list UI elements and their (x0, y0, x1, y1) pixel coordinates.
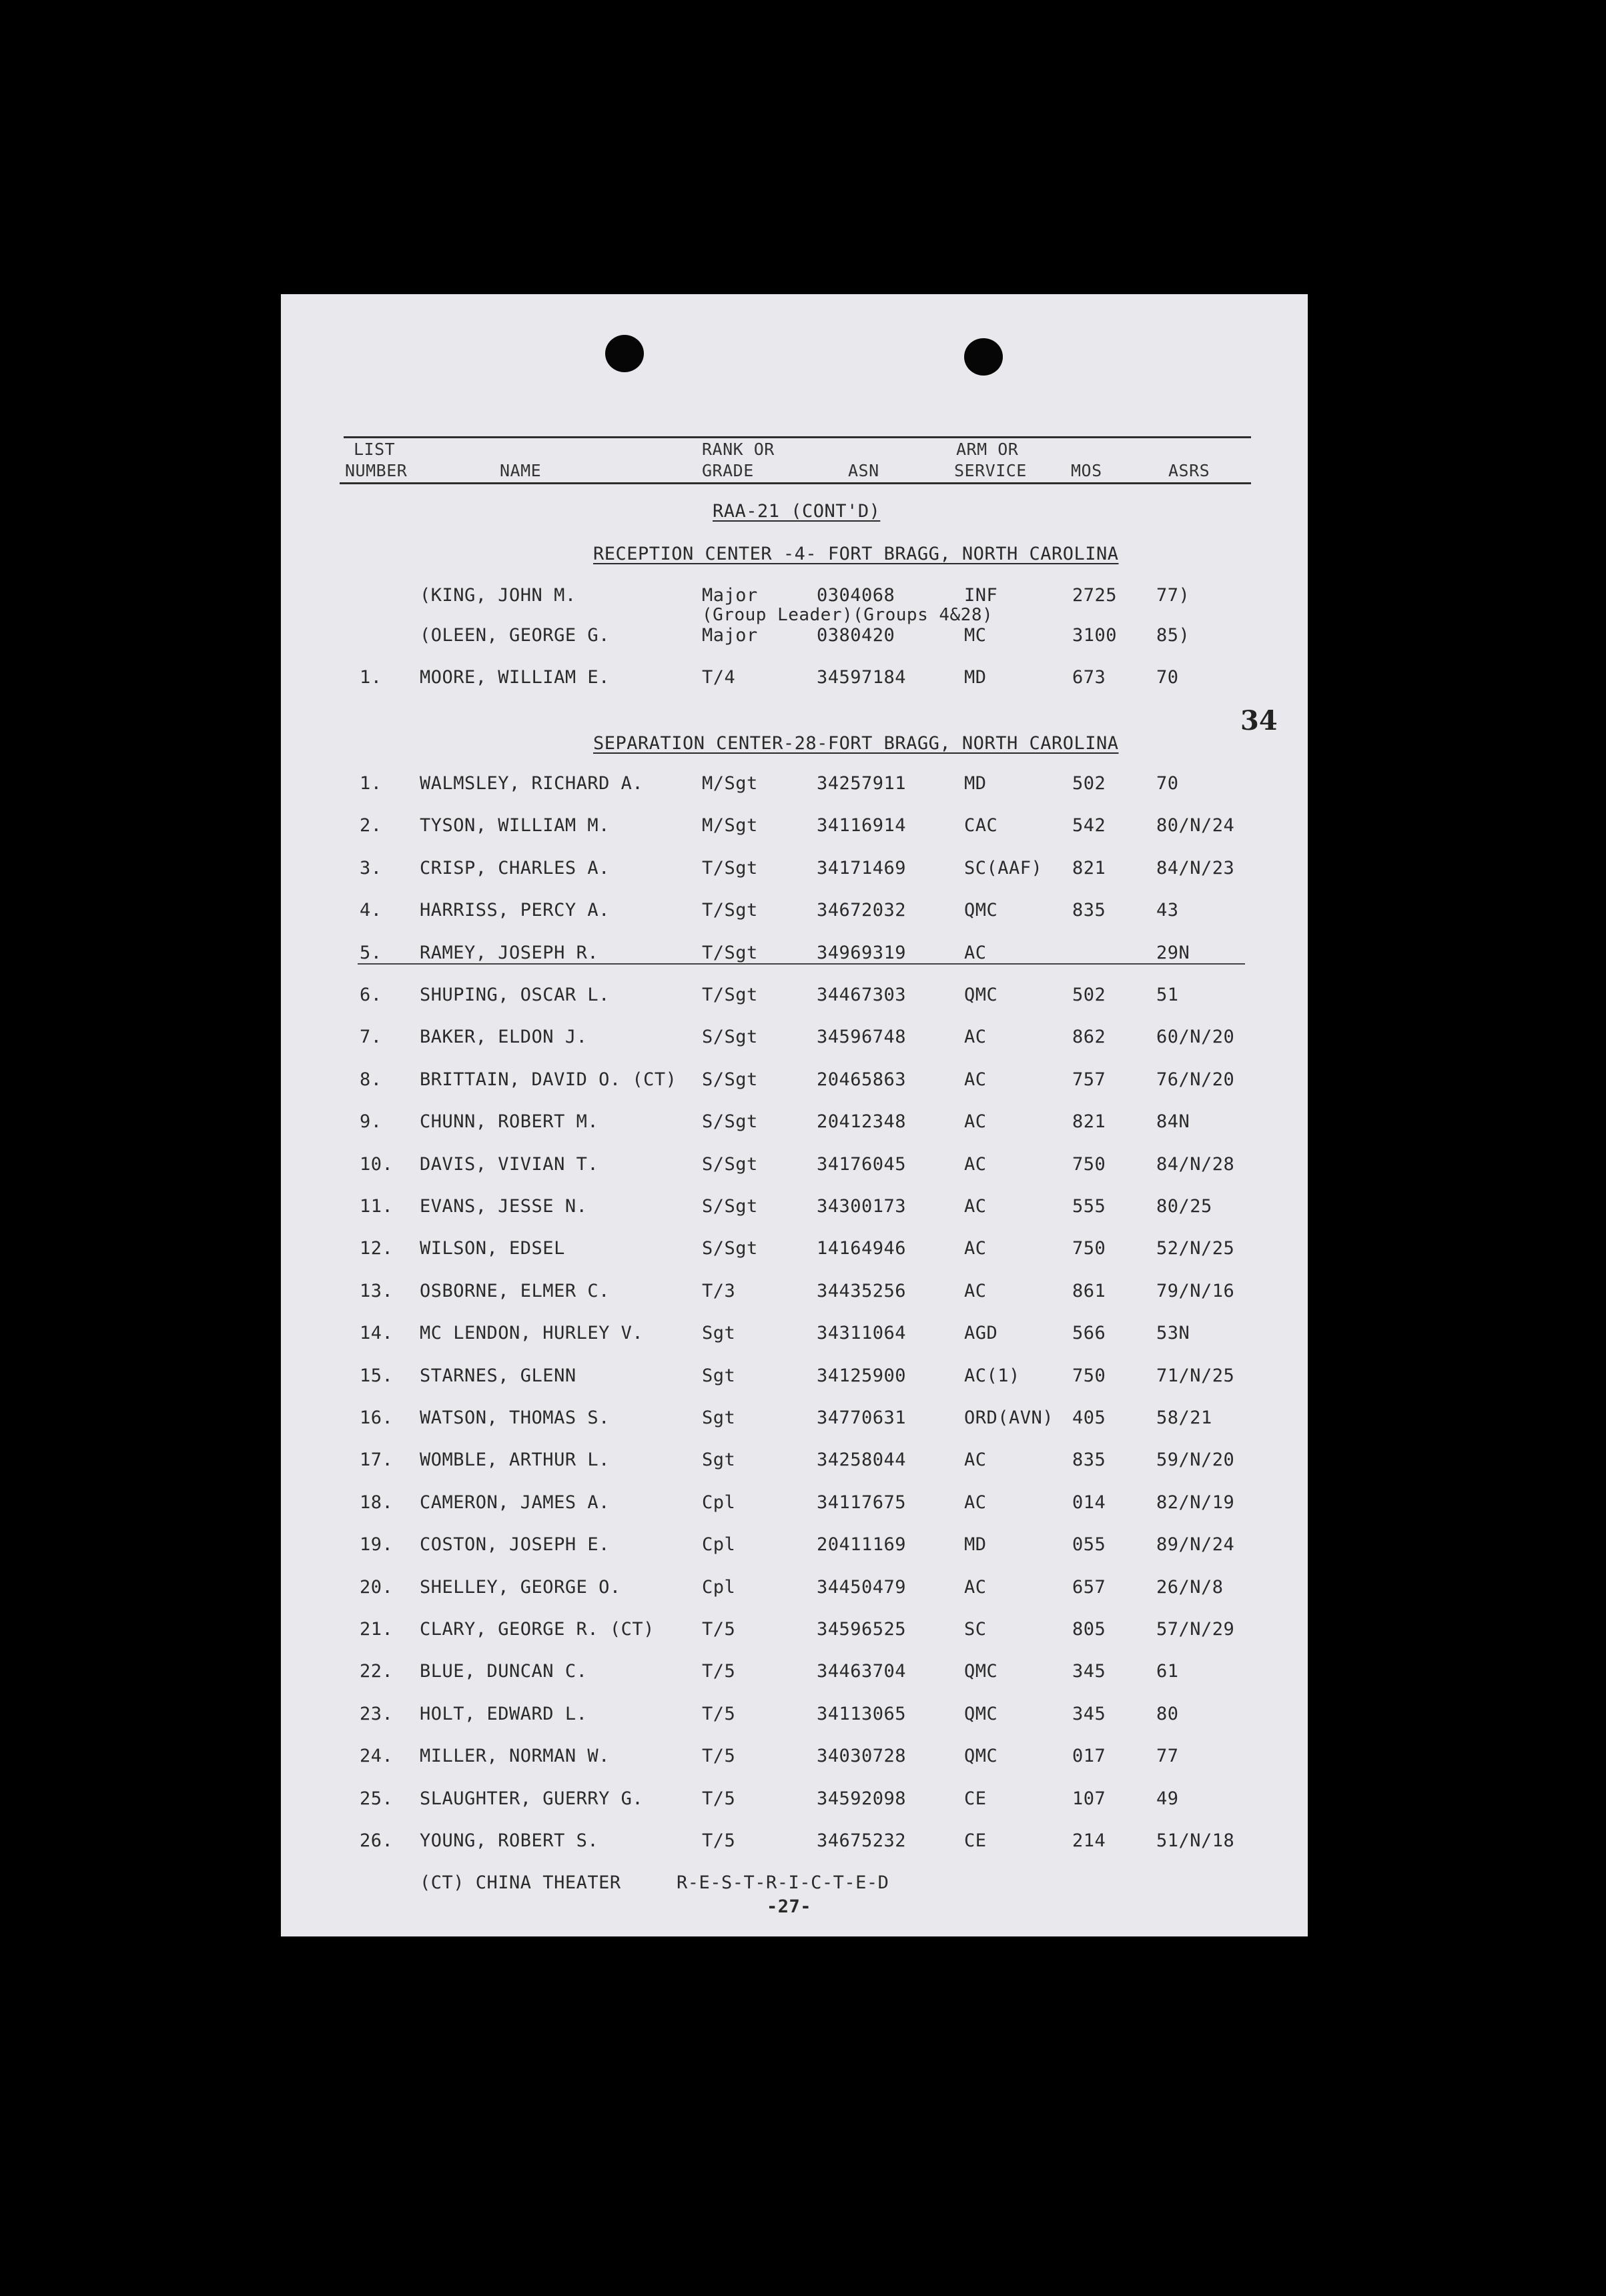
row-section2-26-mos: 214 (1072, 1830, 1106, 1851)
row-section2-17-arm: AC (964, 1450, 987, 1471)
row-section2-19-name: COSTON, JOSEPH E. (420, 1534, 610, 1556)
row-section2-5-rank: T/Sgt (702, 942, 758, 963)
row-section2-10-arm: AC (964, 1153, 987, 1175)
row-section2-25-rank: T/5 (702, 1788, 736, 1809)
row-section2-26-asrs: 51/N/18 (1156, 1830, 1235, 1851)
row-section2-16-num: 16. (360, 1407, 394, 1428)
row-section2-14-rank: Sgt (702, 1323, 736, 1344)
row-section2-4-asn: 34672032 (817, 900, 907, 921)
row-section2-3-name: CRISP, CHARLES A. (420, 857, 610, 879)
row-section2-20-arm: AC (964, 1576, 987, 1598)
row-section2-5-arm: AC (964, 942, 987, 963)
row-section2-14-asrs: 53N (1156, 1323, 1190, 1344)
document-page (281, 294, 1308, 1936)
row-section2-24-num: 24. (360, 1746, 394, 1767)
row-section2-1-rank: M/Sgt (702, 773, 758, 794)
row-section2-23-arm: QMC (964, 1703, 998, 1724)
row-section1-2-mos: 3100 (1072, 625, 1118, 646)
row-section2-3-asrs: 84/N/23 (1156, 857, 1235, 879)
row-section1-2-arm: MC (964, 625, 987, 646)
row-section2-11-rank: S/Sgt (702, 1196, 758, 1217)
row-section1-2-name: (OLEEN, GEORGE G. (420, 625, 610, 646)
row-section2-4-arm: QMC (964, 900, 998, 921)
row-section2-22-num: 22. (360, 1661, 394, 1682)
row-section2-9-num: 9. (360, 1111, 382, 1133)
row-section2-15-mos: 750 (1072, 1365, 1106, 1386)
row-section2-13-mos: 861 (1072, 1280, 1106, 1301)
row-section2-24-rank: T/5 (702, 1746, 736, 1767)
row-section2-18-name: CAMERON, JAMES A. (420, 1492, 610, 1513)
row-section2-24-asrs: 77 (1156, 1746, 1179, 1767)
row-section2-23-name: HOLT, EDWARD L. (420, 1703, 588, 1724)
row-section2-22-arm: QMC (964, 1661, 998, 1682)
row-section1-1-asn: 0304068 (817, 585, 895, 606)
row-section1-3-name: MOORE, WILLIAM E. (420, 667, 610, 688)
row-section2-19-asn: 20411169 (817, 1534, 907, 1556)
row-section2-18-asn: 34117675 (817, 1492, 907, 1513)
row-section2-19-rank: Cpl (702, 1534, 736, 1556)
row-section2-26-num: 26. (360, 1830, 394, 1851)
row-section2-25-asrs: 49 (1156, 1788, 1179, 1809)
row-section2-23-mos: 345 (1072, 1703, 1106, 1724)
row-section2-17-asn: 34258044 (817, 1450, 907, 1471)
row-section2-9-mos: 821 (1072, 1111, 1106, 1133)
row-section2-8-mos: 757 (1072, 1069, 1106, 1090)
row-section2-15-name: STARNES, GLENN (420, 1365, 576, 1386)
row-section2-10-asrs: 84/N/28 (1156, 1153, 1235, 1175)
row-section2-10-mos: 750 (1072, 1153, 1106, 1175)
row-section2-13-name: OSBORNE, ELMER C. (420, 1280, 610, 1301)
footer-legend: (CT) CHINA THEATER (420, 1872, 621, 1893)
row-section2-3-asn: 34171469 (817, 857, 907, 879)
row-section2-15-asn: 34125900 (817, 1365, 907, 1386)
row-section1-3-mos: 673 (1072, 667, 1106, 688)
row-section2-1-asrs: 70 (1156, 773, 1179, 794)
row-section2-16-mos: 405 (1072, 1407, 1106, 1428)
row-section2-7-asrs: 60/N/20 (1156, 1027, 1235, 1048)
row-section2-4-asrs: 43 (1156, 900, 1179, 921)
row-section2-15-asrs: 71/N/25 (1156, 1365, 1235, 1386)
row-section2-16-name: WATSON, THOMAS S. (420, 1407, 610, 1428)
row-section2-18-rank: Cpl (702, 1492, 736, 1513)
row-section2-11-asrs: 80/25 (1156, 1196, 1212, 1217)
row-section2-13-asn: 34435256 (817, 1280, 907, 1301)
row-section2-4-rank: T/Sgt (702, 900, 758, 921)
row-section2-6-asrs: 51 (1156, 985, 1179, 1005)
row-section2-20-asn: 34450479 (817, 1576, 907, 1598)
row-section2-5-asrs: 29N (1156, 942, 1190, 963)
row-section2-8-arm: AC (964, 1069, 987, 1090)
row-section2-14-asn: 34311064 (817, 1323, 907, 1344)
row-section2-24-name: MILLER, NORMAN W. (420, 1746, 610, 1767)
header-asrs: ASRS (1168, 461, 1210, 480)
row-section2-12-arm: AC (964, 1238, 987, 1259)
row-section2-18-num: 18. (360, 1492, 394, 1513)
row-section2-17-rank: Sgt (702, 1450, 736, 1471)
row-section2-25-num: 25. (360, 1788, 394, 1809)
row-section2-25-mos: 107 (1072, 1788, 1106, 1809)
row-section2-9-arm: AC (964, 1111, 987, 1133)
row-section2-14-arm: AGD (964, 1323, 998, 1344)
row-section2-16-asn: 34770631 (817, 1407, 907, 1428)
row-section2-10-num: 10. (360, 1153, 394, 1175)
row-section2-17-name: WOMBLE, ARTHUR L. (420, 1450, 610, 1471)
row-section2-6-rank: T/Sgt (702, 985, 758, 1005)
header-arm-l2: SERVICE (954, 461, 1027, 480)
row-section2-22-asrs: 61 (1156, 1661, 1179, 1682)
row-section2-1-name: WALMSLEY, RICHARD A. (420, 773, 644, 794)
row-section2-15-arm: AC(1) (964, 1365, 1020, 1386)
row-section2-1-num: 1. (360, 773, 382, 794)
header-list-l1: LIST (354, 440, 396, 459)
row-section2-2-rank: M/Sgt (702, 815, 758, 836)
row-section1-2-asn: 0380420 (817, 625, 895, 646)
row-section2-20-mos: 657 (1072, 1576, 1106, 1598)
header-bottom-rule (340, 482, 1251, 484)
row-section2-13-asrs: 79/N/16 (1156, 1280, 1235, 1301)
list-title: RAA-21 (CONT'D) (713, 501, 881, 522)
row-section2-19-mos: 055 (1072, 1534, 1106, 1556)
row-section2-25-name: SLAUGHTER, GUERRY G. (420, 1788, 644, 1809)
row-section2-19-arm: MD (964, 1534, 987, 1556)
row-section2-5-asn: 34969319 (817, 942, 907, 963)
row-section1-1-asrs: 77) (1156, 585, 1190, 606)
header-asn: ASN (848, 461, 879, 480)
row-section2-7-num: 7. (360, 1027, 382, 1048)
row-section2-10-name: DAVIS, VIVIAN T. (420, 1153, 599, 1175)
header-name: NAME (500, 461, 542, 480)
section1-title: RECEPTION CENTER -4- FORT BRAGG, NORTH CAROLINA (593, 544, 1119, 564)
row-section1-3-num: 1. (360, 667, 382, 688)
row-section2-6-asn: 34467303 (817, 985, 907, 1005)
row-section2-22-mos: 345 (1072, 1661, 1106, 1682)
row-section2-17-mos: 835 (1072, 1450, 1106, 1471)
row-section2-9-asrs: 84N (1156, 1111, 1190, 1133)
row-section1-1-arm: INF (964, 585, 998, 606)
row-section2-1-asn: 34257911 (817, 773, 907, 794)
row-section2-4-mos: 835 (1072, 900, 1106, 921)
row-section2-8-rank: S/Sgt (702, 1069, 758, 1090)
row-section2-22-name: BLUE, DUNCAN C. (420, 1661, 588, 1682)
row-section2-22-asn: 34463704 (817, 1661, 907, 1682)
row-section2-5-name: RAMEY, JOSEPH R. (420, 942, 599, 963)
row-section2-25-asn: 34592098 (817, 1788, 907, 1809)
row-section2-2-name: TYSON, WILLIAM M. (420, 815, 610, 836)
row-section2-10-asn: 34176045 (817, 1153, 907, 1175)
footer-classification: R-E-S-T-R-I-C-T-E-D (677, 1872, 889, 1893)
row-section1-1-rank: Major (702, 585, 758, 606)
row-section2-10-rank: S/Sgt (702, 1153, 758, 1175)
row-section2-12-mos: 750 (1072, 1238, 1106, 1259)
row-section2-11-asn: 34300173 (817, 1196, 907, 1217)
row-section2-20-num: 20. (360, 1576, 394, 1598)
row-section2-6-mos: 502 (1072, 985, 1106, 1005)
row-section2-22-rank: T/5 (702, 1661, 736, 1682)
row-section2-1-mos: 502 (1072, 773, 1106, 794)
row-section2-23-rank: T/5 (702, 1703, 736, 1724)
row-section2-11-mos: 555 (1072, 1196, 1106, 1217)
row-section2-11-arm: AC (964, 1196, 987, 1217)
row-section2-26-rank: T/5 (702, 1830, 736, 1851)
row-section2-21-name: CLARY, GEORGE R. (CT) (420, 1619, 655, 1640)
row-section2-7-mos: 862 (1072, 1027, 1106, 1048)
row-section2-6-arm: QMC (964, 985, 998, 1005)
row-section2-24-mos: 017 (1072, 1746, 1106, 1767)
row-section1-3-rank: T/4 (702, 667, 736, 688)
row-section2-26-asn: 34675232 (817, 1830, 907, 1851)
row-section2-12-asn: 14164946 (817, 1238, 907, 1259)
row-section2-7-arm: AC (964, 1027, 987, 1048)
row-section2-23-asn: 34113065 (817, 1703, 907, 1724)
row-section1-2-rank: Major (702, 625, 758, 646)
row-section2-8-asn: 20465863 (817, 1069, 907, 1090)
row-section2-1-arm: MD (964, 773, 987, 794)
row-section2-12-asrs: 52/N/25 (1156, 1238, 1235, 1259)
row-section2-7-asn: 34596748 (817, 1027, 907, 1048)
row-section2-16-arm: ORD(AVN) (964, 1407, 1054, 1428)
punch-hole-left (605, 335, 644, 372)
row-section2-8-num: 8. (360, 1069, 382, 1090)
punch-hole-right (964, 338, 1003, 376)
row-section2-12-name: WILSON, EDSEL (420, 1238, 565, 1259)
row-section2-11-num: 11. (360, 1196, 394, 1217)
row-section2-21-asrs: 57/N/29 (1156, 1619, 1235, 1640)
row-section2-7-name: BAKER, ELDON J. (420, 1027, 588, 1048)
row-section2-3-num: 3. (360, 857, 382, 879)
row-section2-13-num: 13. (360, 1280, 394, 1301)
row-section2-11-name: EVANS, JESSE N. (420, 1196, 588, 1217)
row-section2-9-rank: S/Sgt (702, 1111, 758, 1133)
row-section2-2-asn: 34116914 (817, 815, 907, 836)
row-section2-20-rank: Cpl (702, 1576, 736, 1598)
row-section2-20-name: SHELLEY, GEORGE O. (420, 1576, 621, 1598)
row-section2-21-mos: 805 (1072, 1619, 1106, 1640)
header-mos: MOS (1071, 461, 1102, 480)
row-section2-3-mos: 821 (1072, 857, 1106, 879)
row-section2-14-num: 14. (360, 1323, 394, 1344)
row-section2-9-asn: 20412348 (817, 1111, 907, 1133)
row-section2-15-num: 15. (360, 1365, 394, 1386)
row-section2-18-mos: 014 (1072, 1492, 1106, 1513)
row-section2-19-asrs: 89/N/24 (1156, 1534, 1235, 1556)
row-section2-13-rank: T/3 (702, 1280, 736, 1301)
row-section2-8-asrs: 76/N/20 (1156, 1069, 1235, 1090)
row-section2-4-num: 4. (360, 900, 382, 921)
header-top-rule (344, 436, 1251, 438)
row-section2-21-asn: 34596525 (817, 1619, 907, 1640)
row-section2-13-arm: AC (964, 1280, 987, 1301)
row-section1-3-asn: 34597184 (817, 667, 907, 688)
row-section2-3-arm: SC(AAF) (964, 857, 1043, 879)
row-section2-23-asrs: 80 (1156, 1703, 1179, 1724)
row-section2-9-name: CHUNN, ROBERT M. (420, 1111, 599, 1133)
row-section2-24-arm: QMC (964, 1746, 998, 1767)
section1-note: (Group Leader)(Groups 4&28) (702, 605, 993, 625)
row-section1-1-name: (KING, JOHN M. (420, 585, 576, 606)
row-section2-26-name: YOUNG, ROBERT S. (420, 1830, 599, 1851)
row-section2-17-asrs: 59/N/20 (1156, 1450, 1235, 1471)
row-section2-17-num: 17. (360, 1450, 394, 1471)
section2-title: SEPARATION CENTER-28-FORT BRAGG, NORTH CAROLINA (593, 733, 1119, 754)
row-section2-18-arm: AC (964, 1492, 987, 1513)
row-section2-2-mos: 542 (1072, 815, 1106, 836)
row-section1-3-arm: MD (964, 667, 987, 688)
row-section2-2-num: 2. (360, 815, 382, 836)
row-section2-16-rank: Sgt (702, 1407, 736, 1428)
header-rank-l2: GRADE (702, 461, 754, 480)
row-section2-2-arm: CAC (964, 815, 998, 836)
header-rank-l1: RANK OR (702, 440, 775, 459)
side-page-number: 34 (1240, 705, 1278, 736)
row-section2-7-rank: S/Sgt (702, 1027, 758, 1048)
row-section2-2-asrs: 80/N/24 (1156, 815, 1235, 836)
row-section2-18-asrs: 82/N/19 (1156, 1492, 1235, 1513)
row-section2-24-asn: 34030728 (817, 1746, 907, 1767)
row-section2-5-num: 5. (360, 942, 382, 963)
row-section2-6-num: 6. (360, 985, 382, 1005)
row-section2-21-arm: SC (964, 1619, 987, 1640)
row-section2-6-name: SHUPING, OSCAR L. (420, 985, 610, 1005)
footer-page-number: -27- (767, 1896, 812, 1917)
header-list-l2: NUMBER (345, 461, 408, 480)
row-section2-4-name: HARRISS, PERCY A. (420, 900, 610, 921)
row-section2-14-mos: 566 (1072, 1323, 1106, 1344)
row-section2-12-num: 12. (360, 1238, 394, 1259)
row-section2-14-name: MC LENDON, HURLEY V. (420, 1323, 644, 1344)
row-section1-2-asrs: 85) (1156, 625, 1190, 646)
row-5-strikethrough (358, 963, 1245, 965)
row-section2-8-name: BRITTAIN, DAVID O. (CT) (420, 1069, 677, 1090)
row-section2-12-rank: S/Sgt (702, 1238, 758, 1259)
row-section2-16-asrs: 58/21 (1156, 1407, 1212, 1428)
row-section2-21-rank: T/5 (702, 1619, 736, 1640)
row-section2-26-arm: CE (964, 1830, 987, 1851)
row-section2-20-asrs: 26/N/8 (1156, 1576, 1224, 1598)
header-arm-l1: ARM OR (956, 440, 1019, 459)
row-section2-25-arm: CE (964, 1788, 987, 1809)
row-section2-15-rank: Sgt (702, 1365, 736, 1386)
row-section1-3-asrs: 70 (1156, 667, 1179, 688)
row-section2-21-num: 21. (360, 1619, 394, 1640)
row-section1-1-mos: 2725 (1072, 585, 1118, 606)
row-section2-19-num: 19. (360, 1534, 394, 1556)
row-section2-3-rank: T/Sgt (702, 857, 758, 879)
row-section2-23-num: 23. (360, 1703, 394, 1724)
